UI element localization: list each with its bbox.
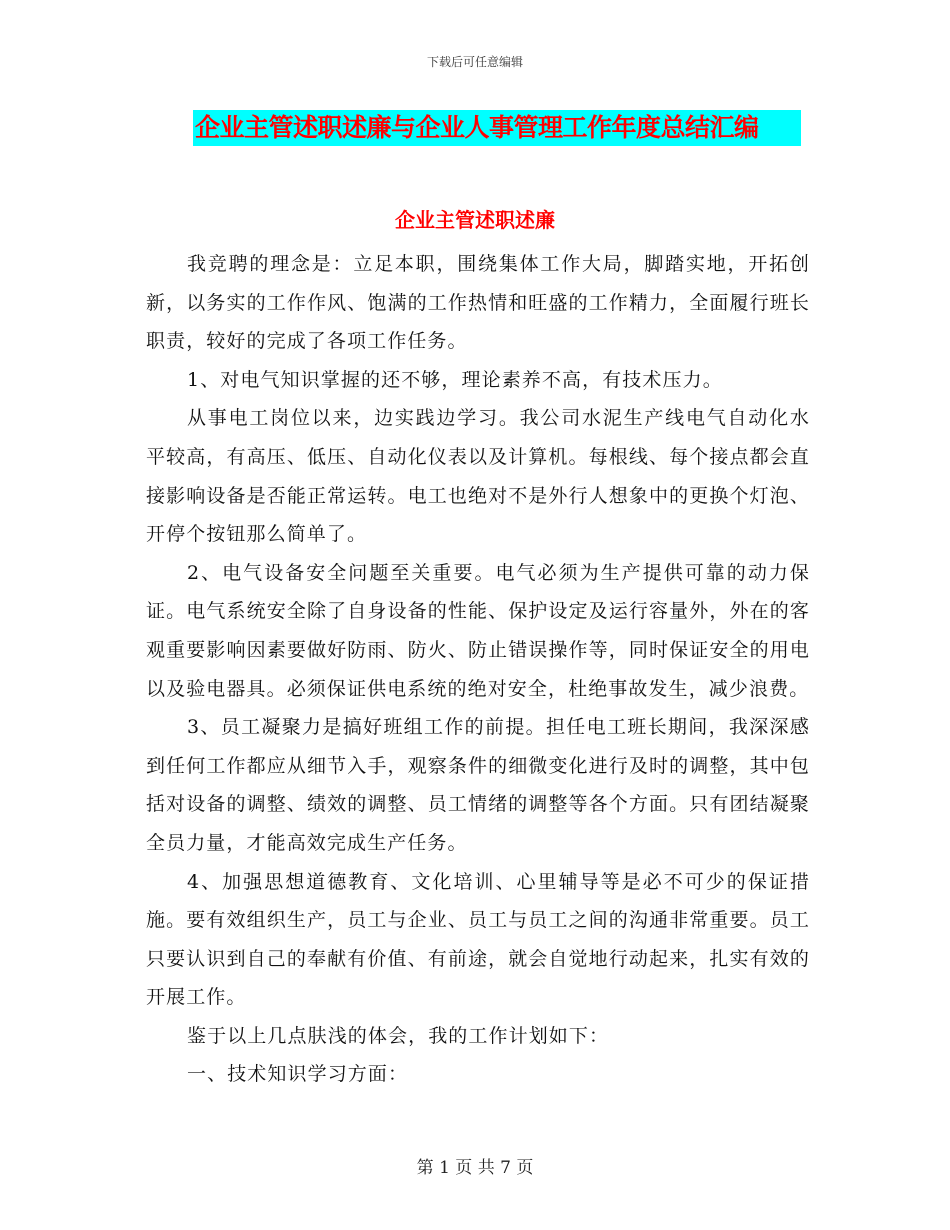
body-paragraph: 一、技术知识学习方面： (187, 1063, 409, 1086)
body-paragraph: 1、对电气知识掌握的还不够，理论素养不高，有技术压力。 (187, 368, 723, 391)
page-footer: 第 1 页 共 7 页 (416, 1158, 534, 1178)
document-title: 企业主管述职述廉与企业人事管理工作年度总结汇编 (195, 113, 759, 142)
document-title-highlight (193, 110, 801, 146)
document-body (146, 245, 810, 1094)
body-paragraph: 3、员工凝聚力是搞好班组工作的前提。担任电工班长期间，我深深感到任何工作都应从细节入手，观察条件的细微变化进行及时的调整，其中包括对设备的调整、绩效的调整、员工情绪的调整等各个方面。只有团结凝聚全员力量，才能高效完成生产任务。 (146, 716, 810, 854)
body-paragraph: 2、电气设备安全问题至关重要。电气必须为生产提供可靠的动力保证。电气系统安全除了自身设备的性能、保护设定及运行容量外，外在的客观重要影响因素要做好防雨、防火、防止错误操作等，同时保证安全的用电以及验电器具。必须保证供电系统的绝对安全，杜绝事故发生，减少浪费。 (146, 561, 810, 700)
body-paragraph: 我竞聘的理念是：立足本职，围绕集体工作大局，脚踏实地，开拓创新，以务实的工作作风、饱满的工作热情和旺盛的工作精力，全面履行班长职责，较好的完成了各项工作任务。 (146, 253, 810, 353)
body-paragraph: 鉴于以上几点肤浅的体会，我的工作计划如下： (187, 1024, 610, 1047)
body-paragraph: 4、加强思想道德教育、文化培训、心里辅导等是必不可少的保证措施。要有效组织生产，员工与企业、员工与员工之间的沟通非常重要。员工只要认识到自己的奉献有价值、有前途，就会自觉地行动起来，扎实有效的开展工作。 (146, 870, 810, 1009)
body-paragraph: 从事电工岗位以来，边实践边学习。我公司水泥生产线电气自动化水平较高，有高压、低压、自动化仪表以及计算机。每根线、每个接点都会直接影响设备是否能正常运转。电工也绝对不是外行人想象中的更换个灯泡、开停个按钮那么简单了。 (146, 407, 810, 546)
section-title: 企业主管述职述廉 (395, 208, 555, 232)
header-note: 下载后可任意编辑 (426, 55, 523, 69)
